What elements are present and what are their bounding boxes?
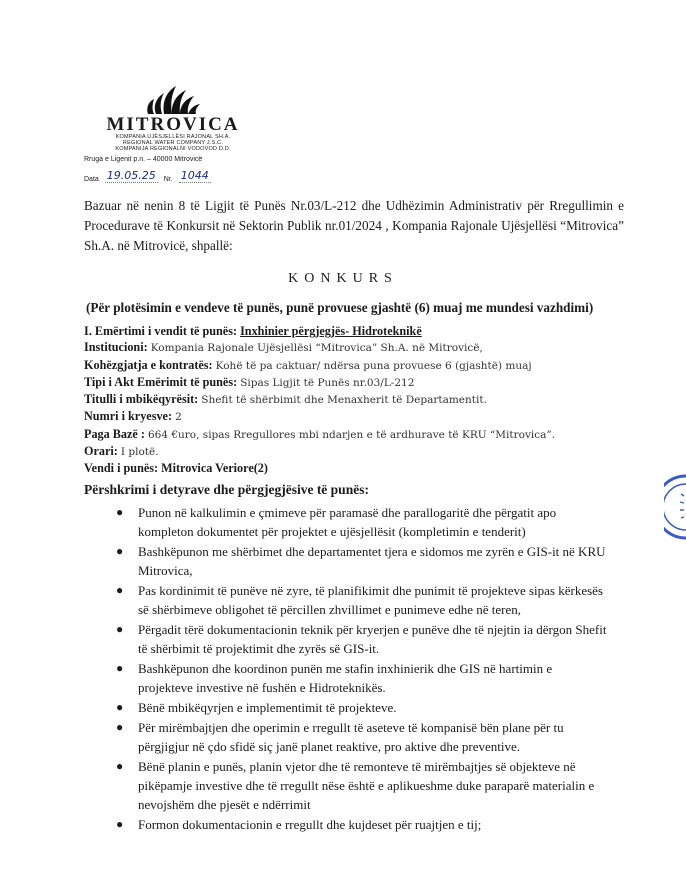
company-address: Rruga e Ligenit p.n. – 40000 Mitrovicë [84,155,203,163]
list-item: ● Bënë mbikëqyrjen e implementimit të projekteve. [116,700,397,715]
field-value: 2 [175,411,182,424]
document-subtitle: (Për plotësimin e vendeve të punës, punë provuese gjashtë (6) muaj me mundesi vazhdimi) [86,300,594,315]
list-item: ● Bashkëpunon me shërbimet dhe departamentet tjera e sidomos me zyrën e GIS-it në KRU Mitrovica, [116,544,606,578]
position-details [84,323,624,477]
official-seal-icon [664,472,686,542]
date-label: Data [84,175,99,183]
bullet-icon: ● [116,505,124,519]
field-location [84,460,624,476]
company-line-2: REGIONAL WATER COMPANY J.S.C. [122,140,224,147]
nr-label: Nr. [163,175,173,183]
field-duration [84,357,624,374]
bullet-icon: ● [116,544,124,558]
field-value: 664 €uro, sipas Rregullores mbi ndarjen e të ardhurave të KRU “Mitrovica”. [147,428,556,441]
bullet-icon: ● [116,622,124,636]
field-label: I. Emërtimi i vendit të punës: [84,324,238,338]
list-item: ● Përgadit tërë dokumentacionin teknik për kryerjen e punëve dhe të njejtin ia dërgon Shefit të shërbimit të projektimit dhe zyrës së GIS-it. [116,622,607,656]
list-item: ● Bënë planin e punës, planin vjetor dhe të remonteve të mirëmbajtjes së objekteve në pikëpamje investive dhe të rregullt nëse është e aplikueshme duke paraparë materialin e nevojshëm dhe pjesët e ndërrimit [116,759,595,812]
field-act [84,374,624,391]
field-label: Kohëzgjatja e kontratës: [84,357,213,372]
duties-heading: Përshkrimi i detyrave dhe përgjegjësive të punës: [84,482,369,497]
company-line-1: KOMPANIA UJËSJELLËSI RAJONAL SH.A. [115,134,231,140]
field-value: Kohë të pa caktuar/ ndërsa puna provuese 6 (gjashtë) muaj [215,359,532,372]
field-supervisor [84,391,624,408]
water-company-logo-icon [84,84,262,116]
list-item: ● Pas kordinimit të punëve në zyre, të planifikimit dhe punimit të projekteve sipas kërkesës së shërbimeve obligohet të përcillen zhvillimet e punimeve edhe në teren, [116,583,603,617]
field-label: Numri i kryesve: [84,409,173,424]
company-name: MITROVICA [106,114,240,135]
field-value: I plotë. [120,446,159,459]
company-line-3: KOMPANIJA REGIONALNI VODOVOD D.D. [115,146,231,153]
list-item: ● Formon dokumentacionin e rregullt dhe kujdeset për ruajtjen e tij; [116,817,482,832]
list-item: ● Bashkëpunon dhe koordinon punën me stafin inxhinierik dhe GIS në hartimin e projekteve investive në fushën e Hidroteknikës. [116,661,553,695]
field-label: Orari: [84,444,118,459]
document-title: KONKURS [288,271,398,286]
field-institution [84,339,624,356]
field-value: Mitrovica Veriore(2) [161,461,268,476]
intro-paragraph: Bazuar në nenin 8 të Ligjit të Punës Nr.03/L-212 dhe Udhëzimin Administrativ për Rregullimin e Procedurave të Konkursit në Sektorin Publik nr.01/2024 , Kompania Rajonale Ujësjellësi “Mitrovica” Sh.A. në Mitrovicë, shpallë: [84,198,624,253]
field-value: Sipas Ligjit të Punës nr.03/L-212 [240,376,415,389]
registry-stamp [84,169,304,183]
field-value: Inxhinier përgjegjës- Hidroteknikë [240,324,422,338]
nr-value: 1044 [180,168,209,182]
field-position [84,323,624,339]
field-label: Paga Bazë : [84,426,145,441]
field-label: Vendi i punës: [84,461,159,476]
duties-list [108,503,608,835]
field-value: Shefit të shërbimit dhe Menaxherit të Departamentit. [201,394,487,407]
field-value: Kompania Rajonale Ujësjellësi “Mitrovica” Sh.A. në Mitrovicë, [150,342,483,355]
list-item: ● Punon në kalkulimin e çmimeve për paramasë dhe parallogaritë dhe përgatit apo kompleton dokumentet për projektet e ujësjellësit (kompletimin e tenderit) [116,505,557,539]
field-count [84,408,624,425]
field-label: Institucioni: [84,340,148,355]
date-value: 19.05.25 [106,168,156,182]
bullet-icon: ● [116,759,124,773]
field-label: Titulli i mbikëqyrësit: [84,392,199,407]
bullet-icon: ● [116,700,124,714]
bullet-icon: ● [116,583,124,597]
company-logo-block [84,84,264,183]
field-salary [84,426,624,443]
bullet-icon: ● [116,720,124,734]
field-schedule [84,443,624,460]
bullet-icon: ● [116,817,124,831]
field-label: Tipi i Akt Emërimit të punës: [84,374,238,389]
bullet-icon: ● [116,661,124,675]
list-item: ● Për mirëmbajtjen dhe operimin e rregullt të aseteve të kompanisë bën plane për tu përgjigjur në çdo sfidë siç janë planet reaktive, pro aktive dhe preventive. [116,720,564,754]
